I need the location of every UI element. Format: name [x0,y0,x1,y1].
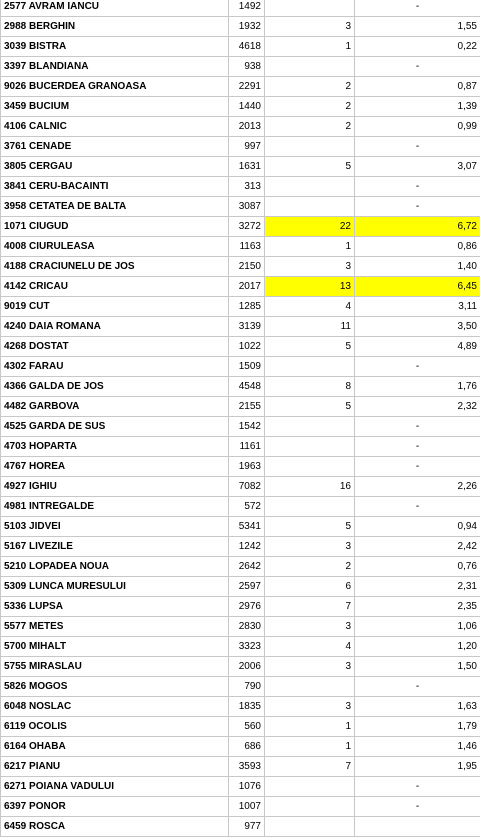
locality-cell[interactable]: 4302 FARAU [1,357,229,377]
cases-cell[interactable]: 1 [265,237,355,257]
cases-cell[interactable]: 4 [265,637,355,657]
locality-cell[interactable]: 2988 BERGHIN [1,17,229,37]
rate-cell[interactable]: 1,76 [355,377,480,397]
cases-cell[interactable]: 5 [265,517,355,537]
locality-cell[interactable]: 3958 CETATEA DE BALTA [1,197,229,217]
cases-cell[interactable]: 7 [265,757,355,777]
locality-cell[interactable]: 4981 INTREGALDE [1,497,229,517]
population-cell[interactable]: 1492 [229,0,265,17]
locality-cell[interactable]: 4366 GALDA DE JOS [1,377,229,397]
population-cell[interactable]: 2291 [229,77,265,97]
rate-cell[interactable]: 3,50 [355,317,480,337]
cases-cell[interactable]: 1 [265,717,355,737]
table-row [1,637,480,657]
cases-cell[interactable]: 7 [265,597,355,617]
table-row [1,697,480,717]
population-cell[interactable]: 560 [229,717,265,737]
locality-cell[interactable]: 6397 PONOR [1,797,229,817]
population-cell[interactable]: 686 [229,737,265,757]
locality-cell[interactable]: 5210 LOPADEA NOUA [1,557,229,577]
locality-cell[interactable]: 5309 LUNCA MURESULUI [1,577,229,597]
rate-cell[interactable]: 2,31 [355,577,480,597]
population-cell[interactable]: 1242 [229,537,265,557]
locality-cell[interactable]: 3459 BUCIUM [1,97,229,117]
rate-cell[interactable]: - [355,457,480,477]
rate-cell[interactable]: - [355,677,480,697]
population-cell[interactable]: 4548 [229,377,265,397]
table-row [1,617,480,637]
cases-cell[interactable]: 2 [265,117,355,137]
population-cell[interactable]: 1285 [229,297,265,317]
cases-cell[interactable]: 3 [265,617,355,637]
locality-cell[interactable]: 4703 HOPARTA [1,437,229,457]
population-cell[interactable]: 4618 [229,37,265,57]
rate-cell[interactable]: - [355,137,480,157]
cases-cell[interactable]: 13 [265,277,355,297]
table-row [1,417,480,437]
rate-cell[interactable]: - [355,177,480,197]
cases-cell[interactable] [265,357,355,377]
rate-cell[interactable]: 2,35 [355,597,480,617]
locality-cell[interactable]: 3841 CERU-BACAINTI [1,177,229,197]
rate-cell[interactable]: 1,46 [355,737,480,757]
table-row [1,817,480,837]
rate-cell[interactable]: - [355,797,480,817]
cases-cell[interactable]: 8 [265,377,355,397]
rate-cell[interactable]: 2,26 [355,477,480,497]
population-cell[interactable]: 1007 [229,797,265,817]
rate-cell[interactable]: 0,99 [355,117,480,137]
rate-cell[interactable]: 1,20 [355,637,480,657]
table-row [1,497,480,517]
population-cell[interactable]: 2150 [229,257,265,277]
rate-cell[interactable]: 0,94 [355,517,480,537]
table-row [1,377,480,397]
cases-cell[interactable]: 11 [265,317,355,337]
locality-cell[interactable]: 3761 CENADE [1,137,229,157]
population-cell[interactable]: 572 [229,497,265,517]
rate-cell[interactable]: 3,11 [355,297,480,317]
table-row [1,217,480,237]
rate-cell[interactable]: - [355,357,480,377]
population-cell[interactable]: 3593 [229,757,265,777]
table-row [1,477,480,497]
rate-cell[interactable]: 0,22 [355,37,480,57]
table-row [1,77,480,97]
table-row [1,57,480,77]
table-row [1,17,480,37]
population-cell[interactable]: 2597 [229,577,265,597]
locality-cell[interactable]: 5826 MOGOS [1,677,229,697]
rate-cell[interactable]: 6,45 [355,277,480,297]
cases-cell[interactable] [265,417,355,437]
population-cell[interactable]: 1509 [229,357,265,377]
rate-cell[interactable]: 2,42 [355,537,480,557]
table-row [1,777,480,797]
locality-cell[interactable]: 2577 AVRAM IANCU [1,0,229,17]
rate-cell[interactable] [355,817,480,837]
locality-cell[interactable]: 5755 MIRASLAU [1,657,229,677]
rate-cell[interactable]: 1,79 [355,717,480,737]
population-cell[interactable]: 1163 [229,237,265,257]
population-cell[interactable]: 1542 [229,417,265,437]
table-row [1,537,480,557]
locality-cell[interactable]: 3397 BLANDIANA [1,57,229,77]
locality-cell[interactable]: 4525 GARDA DE SUS [1,417,229,437]
table-row [1,657,480,677]
population-cell[interactable]: 3272 [229,217,265,237]
locality-cell[interactable]: 4767 HOREA [1,457,229,477]
table-row [1,97,480,117]
rate-cell[interactable]: - [355,497,480,517]
population-cell[interactable]: 2155 [229,397,265,417]
locality-cell[interactable]: 6048 NOSLAC [1,697,229,717]
table-row [1,0,480,17]
locality-cell[interactable]: 6217 PIANU [1,757,229,777]
table-row [1,457,480,477]
cases-cell[interactable] [265,777,355,797]
population-cell[interactable]: 7082 [229,477,265,497]
rate-cell[interactable]: 2,32 [355,397,480,417]
cases-cell[interactable] [265,797,355,817]
cases-cell[interactable] [265,457,355,477]
population-cell[interactable]: 790 [229,677,265,697]
cases-cell[interactable]: 5 [265,157,355,177]
locality-cell[interactable]: 5336 LUPSA [1,597,229,617]
rate-cell[interactable]: - [355,57,480,77]
table-row [1,357,480,377]
table-row [1,577,480,597]
cases-cell[interactable]: 2 [265,557,355,577]
cases-cell[interactable]: 1 [265,37,355,57]
locality-cell[interactable]: 4008 CIURULEASA [1,237,229,257]
rate-cell[interactable]: 1,50 [355,657,480,677]
cases-cell[interactable] [265,137,355,157]
table-row [1,517,480,537]
table-row [1,277,480,297]
cases-cell[interactable] [265,57,355,77]
rate-cell[interactable]: 1,06 [355,617,480,637]
cases-cell[interactable]: 5 [265,397,355,417]
rate-cell[interactable]: - [355,197,480,217]
cases-cell[interactable]: 6 [265,577,355,597]
rate-cell[interactable]: - [355,0,480,17]
population-cell[interactable]: 2976 [229,597,265,617]
cases-cell[interactable]: 22 [265,217,355,237]
locality-cell[interactable]: 3805 CERGAU [1,157,229,177]
cases-cell[interactable] [265,437,355,457]
table-row [1,297,480,317]
cases-cell[interactable] [265,497,355,517]
cases-cell[interactable] [265,197,355,217]
rate-cell[interactable]: 4,89 [355,337,480,357]
table-row [1,317,480,337]
population-cell[interactable]: 1161 [229,437,265,457]
cases-cell[interactable]: 5 [265,337,355,357]
population-cell[interactable]: 3323 [229,637,265,657]
rate-cell[interactable]: 1,95 [355,757,480,777]
population-cell[interactable]: 2006 [229,657,265,677]
table-row [1,197,480,217]
locality-cell[interactable]: 5577 METES [1,617,229,637]
locality-cell[interactable]: 4240 DAIA ROMANA [1,317,229,337]
population-cell[interactable]: 2017 [229,277,265,297]
table-row [1,137,480,157]
cases-cell[interactable]: 1 [265,737,355,757]
cases-cell[interactable]: 3 [265,657,355,677]
locality-cell[interactable]: 9019 CUT [1,297,229,317]
table-row [1,677,480,697]
table-row [1,757,480,777]
table-row [1,157,480,177]
cases-cell[interactable]: 2 [265,77,355,97]
table-row [1,177,480,197]
population-cell[interactable]: 1440 [229,97,265,117]
population-cell[interactable]: 1022 [229,337,265,357]
cases-cell[interactable] [265,817,355,837]
table-body [1,0,480,837]
population-cell[interactable]: 2013 [229,117,265,137]
rate-cell[interactable]: 6,72 [355,217,480,237]
rate-cell[interactable]: 1,40 [355,257,480,277]
population-cell[interactable]: 997 [229,137,265,157]
locality-cell[interactable]: 5700 MIHALT [1,637,229,657]
population-cell[interactable]: 5341 [229,517,265,537]
table-row [1,117,480,137]
population-cell[interactable]: 3139 [229,317,265,337]
locality-cell[interactable]: 5103 JIDVEI [1,517,229,537]
cases-cell[interactable]: 4 [265,297,355,317]
locality-cell[interactable]: 4142 CRICAU [1,277,229,297]
rate-cell[interactable]: - [355,417,480,437]
cases-cell[interactable]: 3 [265,537,355,557]
rate-cell[interactable]: 1,63 [355,697,480,717]
population-cell[interactable]: 1963 [229,457,265,477]
population-cell[interactable]: 3087 [229,197,265,217]
population-cell[interactable]: 977 [229,817,265,837]
rate-cell[interactable]: 1,39 [355,97,480,117]
locality-cell[interactable]: 6459 ROSCA [1,817,229,837]
population-cell[interactable]: 938 [229,57,265,77]
population-cell[interactable]: 2642 [229,557,265,577]
locality-cell[interactable]: 4268 DOSTAT [1,337,229,357]
locality-cell[interactable]: 4927 IGHIU [1,477,229,497]
cases-cell[interactable]: 3 [265,17,355,37]
rate-cell[interactable]: 1,55 [355,17,480,37]
table-row [1,557,480,577]
locality-cell[interactable]: 3039 BISTRA [1,37,229,57]
population-cell[interactable]: 1076 [229,777,265,797]
locality-cell[interactable]: 6119 OCOLIS [1,717,229,737]
rate-cell[interactable]: 0,87 [355,77,480,97]
table-row [1,337,480,357]
table-row [1,257,480,277]
locality-cell[interactable]: 6271 POIANA VADULUI [1,777,229,797]
table-row [1,37,480,57]
table-row [1,737,480,757]
rate-cell[interactable]: 0,76 [355,557,480,577]
population-cell[interactable]: 1631 [229,157,265,177]
table-row [1,797,480,817]
population-cell[interactable]: 1835 [229,697,265,717]
cases-cell[interactable]: 3 [265,697,355,717]
cases-cell[interactable]: 3 [265,257,355,277]
table-row [1,597,480,617]
locality-cell[interactable]: 6164 OHABA [1,737,229,757]
cases-cell[interactable] [265,177,355,197]
population-cell[interactable]: 1932 [229,17,265,37]
table-row [1,237,480,257]
locality-cell[interactable]: 4106 CALNIC [1,117,229,137]
rate-cell[interactable]: - [355,777,480,797]
population-cell[interactable]: 2830 [229,617,265,637]
cases-cell[interactable]: 2 [265,97,355,117]
population-cell[interactable]: 313 [229,177,265,197]
table-row [1,717,480,737]
table-row [1,397,480,417]
table-row [1,437,480,457]
cases-cell[interactable]: 16 [265,477,355,497]
rate-cell[interactable]: 3,07 [355,157,480,177]
locality-cell[interactable]: 5167 LIVEZILE [1,537,229,557]
cases-cell[interactable] [265,677,355,697]
locality-cell[interactable]: 4482 GARBOVA [1,397,229,417]
rate-cell[interactable]: - [355,437,480,457]
locality-cell[interactable]: 1071 CIUGUD [1,217,229,237]
locality-cell[interactable]: 9026 BUCERDEA GRANOASA [1,77,229,97]
cases-cell[interactable] [265,0,355,17]
rate-cell[interactable]: 0,86 [355,237,480,257]
locality-cell[interactable]: 4188 CRACIUNELU DE JOS [1,257,229,277]
